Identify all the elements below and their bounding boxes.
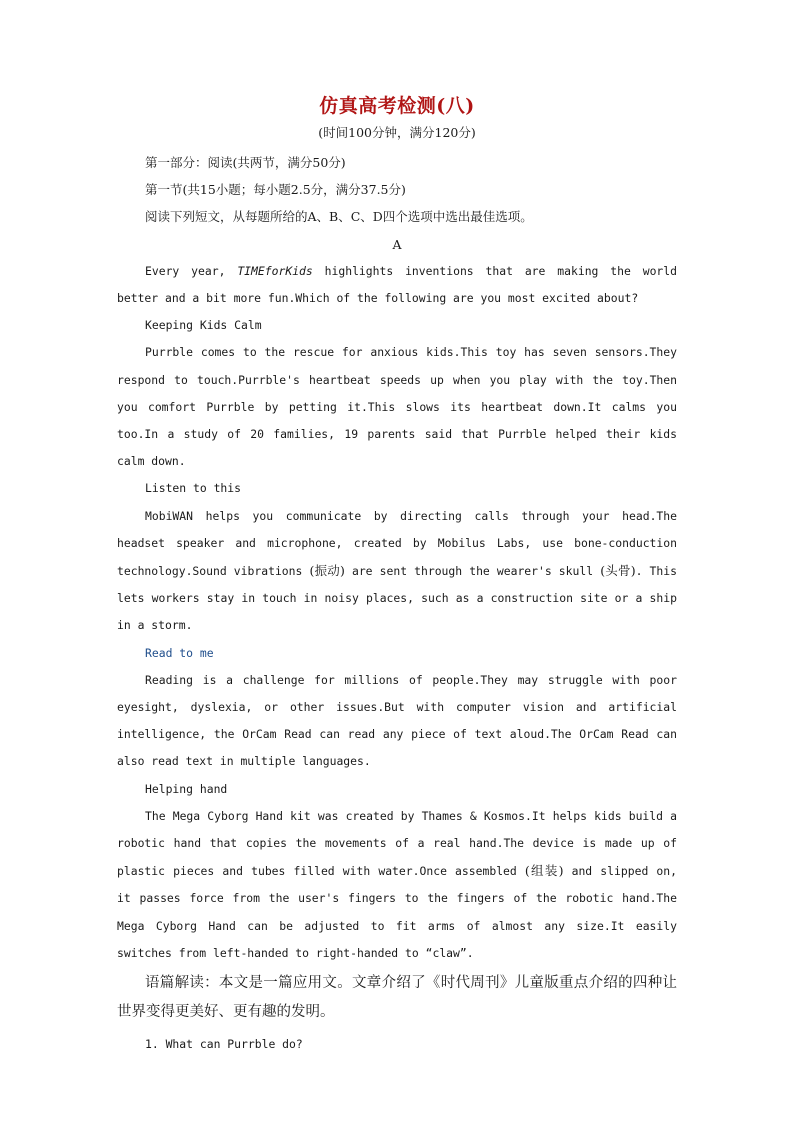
gloss-skull: (头骨) [600,563,636,579]
listen-text-a: MobiWAN helps you communicate by directing calls through your head.The headset speaker and microphone, created by Mobilus Labs, use bone-conduction technology.Sound vibrations [117,508,677,579]
document-page [117,92,677,1058]
question-1: 1. What can Purrble do? [145,1037,303,1052]
exam-title: 仿真高考检测(八) [319,95,475,117]
section-body-calm: Purrble comes to the rescue for anxious kids.This toy has seven sensors.They respond to touch.Purrble's heartbeat speeds up when you play with the toy.Then you comfort Purrble by petting it.This slows its heartbeat down.It calms you too.In a study of 20 families, 19 parents said that Purrble helped their kids calm down. [117,345,677,469]
magazine-name: TIMEforKids [237,263,313,278]
instruction-text: 阅读下列短文，从每题所给的A、B、C、D四个选项中选出最佳选项。 [145,209,533,225]
section-heading-calm: Keeping Kids Calm [145,318,262,333]
intro-suffix: highlights inventions that are making the world better and a bit more fun.Which of the following are you most excited about? [117,263,678,306]
section-body-read: Reading is a challenge for millions of people.They may struggle with poor eyesight, dyslexia, or other issues.But with computer vision and artificial intelligence, the OrCam Read can read any piece of text aloud.The OrCam Read can also read text in multiple languages. [117,672,677,769]
intro-paragraph [117,258,677,312]
section-heading-hand: Helping hand [145,781,228,796]
gloss-assembled: (组装) [524,863,564,879]
passage-analysis: 语篇解读：本文是一篇应用文。文章介绍了《时代周刊》儿童版重点介绍的四种让世界变得更美好、更有趣的发明。 [117,975,677,1021]
hand-text-b: and slipped on, it passes force from the user's fingers to the fingers of the robotic hand.The Mega Cyborg Hand can be adjusted to fit arms of almost any size.It easily switches from left-handed to right-handed to “claw”. [117,864,677,960]
listen-text-c: . This lets workers stay in touch in noisy places, such as a construction site or a ship in a storm. [117,564,677,633]
hand-text-a: The Mega Cyborg Hand kit was created by Thames & Kosmos.It helps kids build a robotic hand that copies the movements of a real hand.The device is made up of plastic pieces and tubes filled with water.Once assembled [117,808,677,879]
exam-subtitle: (时间100分钟，满分120分) [318,125,476,140]
section-body-listen [117,503,677,640]
passage-label: A [392,236,402,252]
section-heading: 第一节(共15小题；每小题2.5分，满分37.5分) [145,182,406,198]
section-body-hand [117,803,677,967]
intro-prefix: Every year, [145,263,238,278]
section-heading-read: Read to me [145,645,214,660]
listen-text-b: are sent through the wearer's skull [344,564,601,579]
gloss-vibration: (振动) [309,563,345,579]
section-heading-listen: Listen to this [145,481,242,496]
part-heading: 第一部分：阅读(共两节，满分50分) [145,155,346,170]
